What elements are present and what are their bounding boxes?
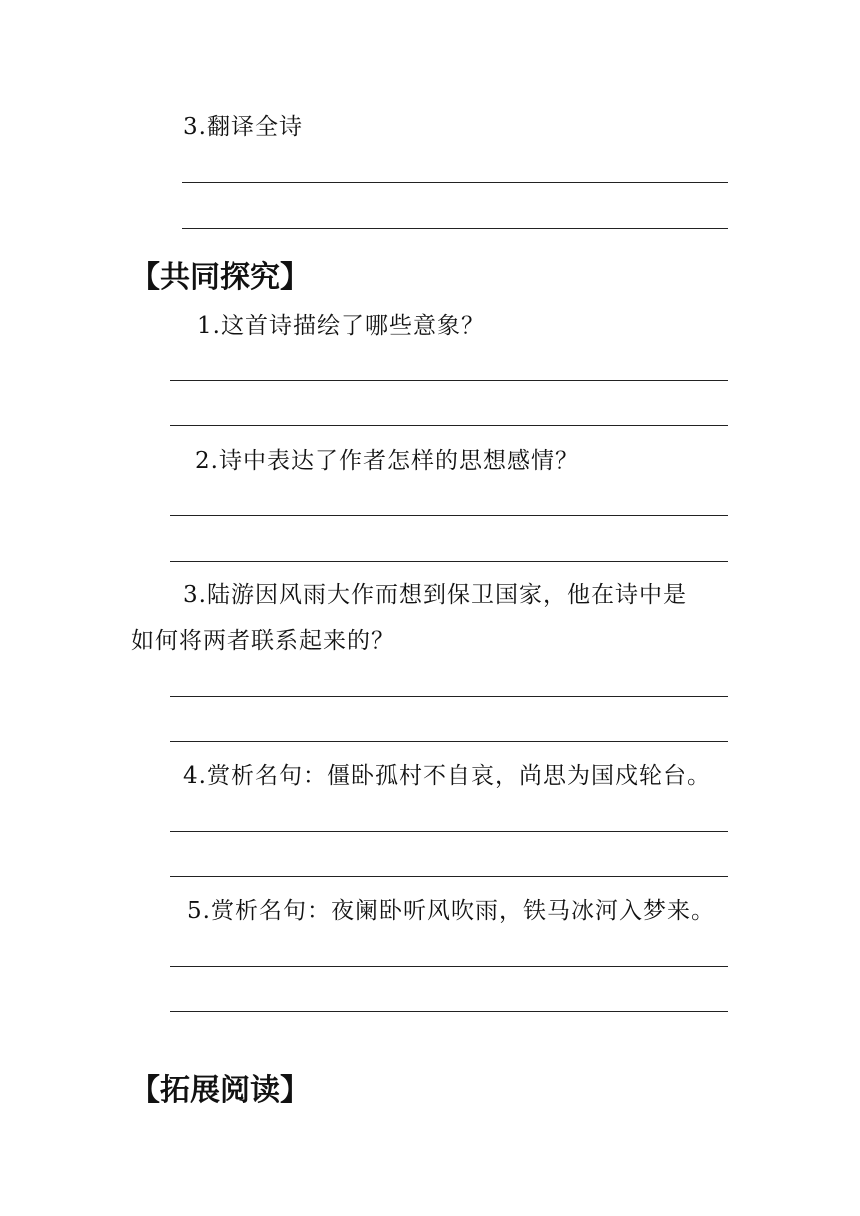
- question-2: 2.诗中表达了作者怎样的思想感情？: [195, 448, 579, 474]
- question-3-line-1: 3.陆游因风雨大作而想到保卫国家，他在诗中是: [183, 582, 687, 608]
- answer-line: [170, 561, 728, 562]
- answer-line: [182, 182, 728, 183]
- question-4: 4.赏析名句：僵卧孤村不自哀，尚思为国戍轮台。: [183, 763, 711, 789]
- translate-prompt: 3.翻译全诗: [183, 114, 303, 140]
- section-title-extended-reading: 【拓展阅读】: [130, 1073, 310, 1108]
- answer-line: [170, 515, 728, 516]
- answer-line: [170, 425, 728, 426]
- answer-line: [170, 1011, 728, 1012]
- question-1: 1.这首诗描绘了哪些意象？: [197, 313, 485, 339]
- answer-line: [170, 966, 728, 967]
- answer-line: [182, 228, 728, 229]
- answer-line: [170, 741, 728, 742]
- section-title-joint-inquiry: 【共同探究】: [130, 260, 310, 295]
- answer-line: [170, 876, 728, 877]
- answer-line: [170, 696, 728, 697]
- question-3-line-2: 如何将两者联系起来的？: [131, 628, 395, 654]
- answer-line: [170, 380, 728, 381]
- question-5: 5.赏析名句：夜阑卧听风吹雨，铁马冰河入梦来。: [187, 898, 715, 924]
- answer-line: [170, 831, 728, 832]
